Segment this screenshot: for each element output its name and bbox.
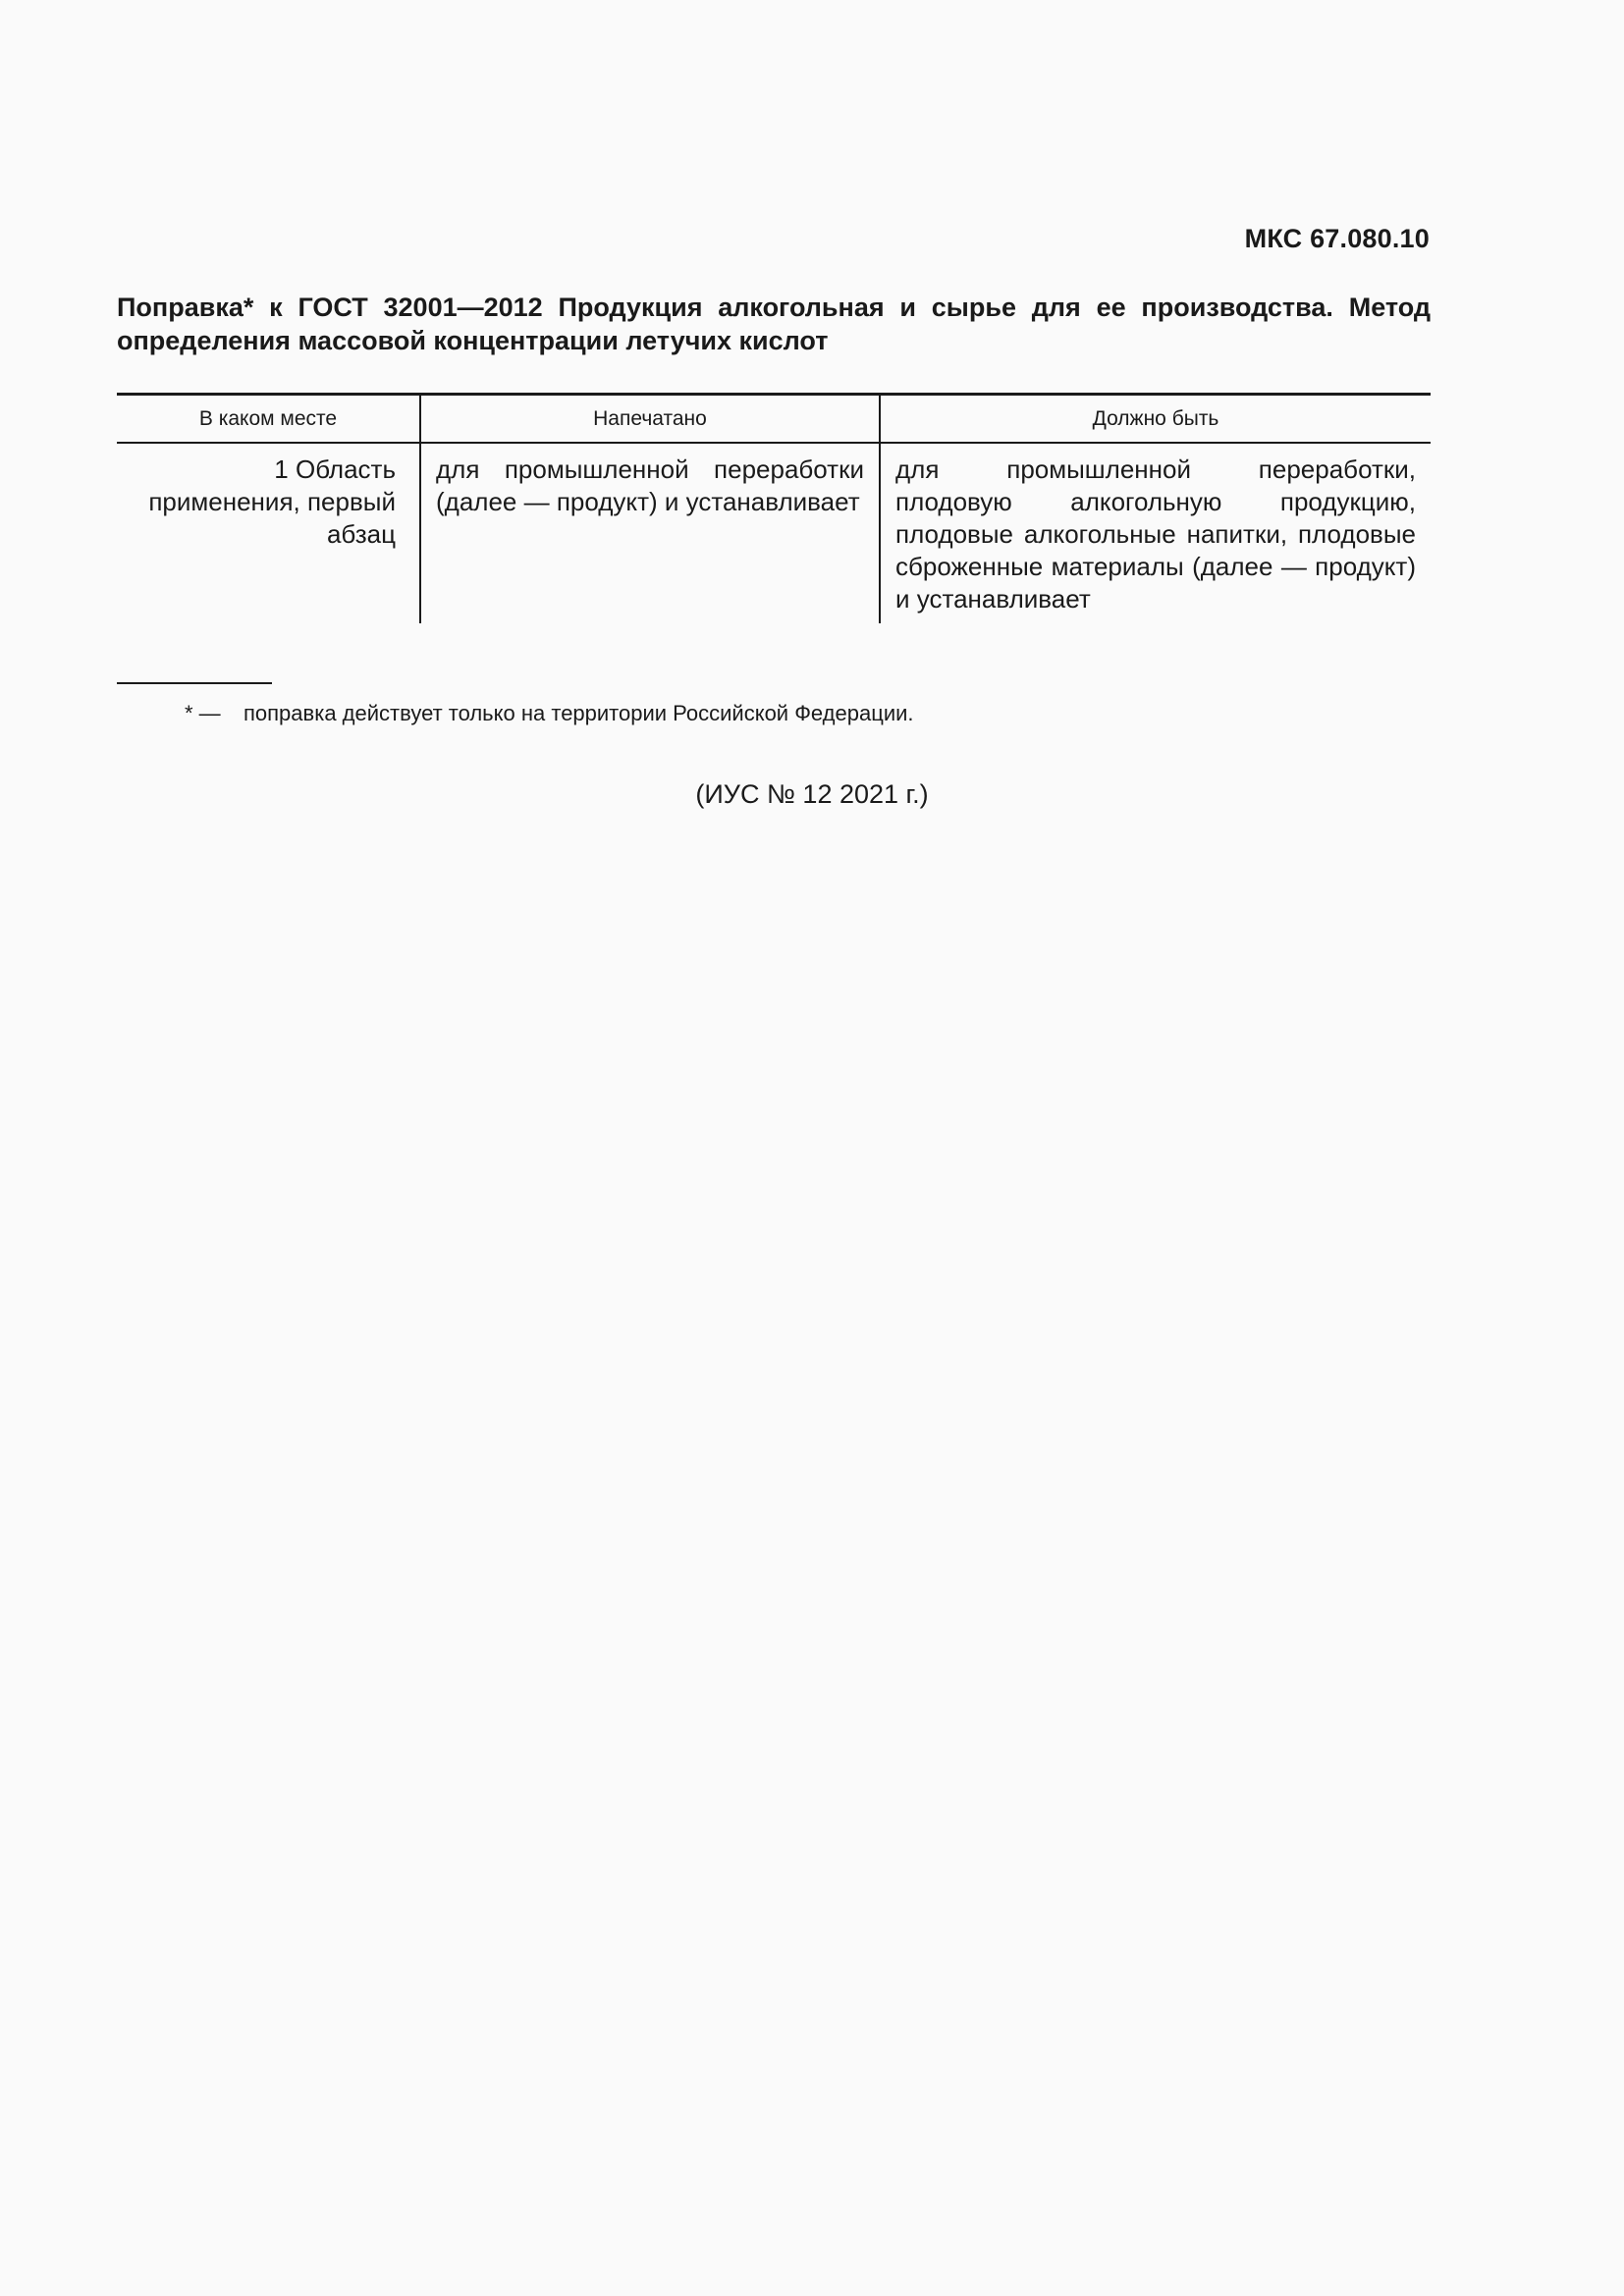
cell-should-be: для промышленной переработки, плодовую алкогольную продукцию, плодовые алкогольные напитки, плодовые сброженные материалы (далее — продукт) и устанавливает: [880, 443, 1431, 623]
issue-reference: (ИУС № 12 2021 г.): [695, 779, 929, 809]
cell-printed: для промышленной переработки (далее — продукт) и устанавливает: [420, 443, 880, 623]
footnote-mark: * —: [185, 701, 221, 725]
table-header-row: [117, 395, 1431, 444]
classification-code: МКС 67.080.10: [1244, 224, 1430, 253]
table-row: [117, 443, 1431, 623]
footnote: [185, 701, 914, 726]
header-printed: Напечатано: [420, 395, 880, 444]
footnote-divider: [117, 682, 272, 684]
footnote-text: поправка действует только на территории Российской Федерации.: [244, 701, 914, 725]
cell-place: 1 Область применения, первый абзац: [148, 454, 396, 549]
header-should-be: Должно быть: [880, 395, 1431, 444]
document-title: Поправка* к ГОСТ 32001—2012 Продукция алкогольная и сырье для ее производства. Метод определения массовой концентрации летучих кислот: [117, 293, 1431, 355]
header-place: В каком месте: [117, 395, 420, 444]
amendment-table: [117, 393, 1431, 623]
